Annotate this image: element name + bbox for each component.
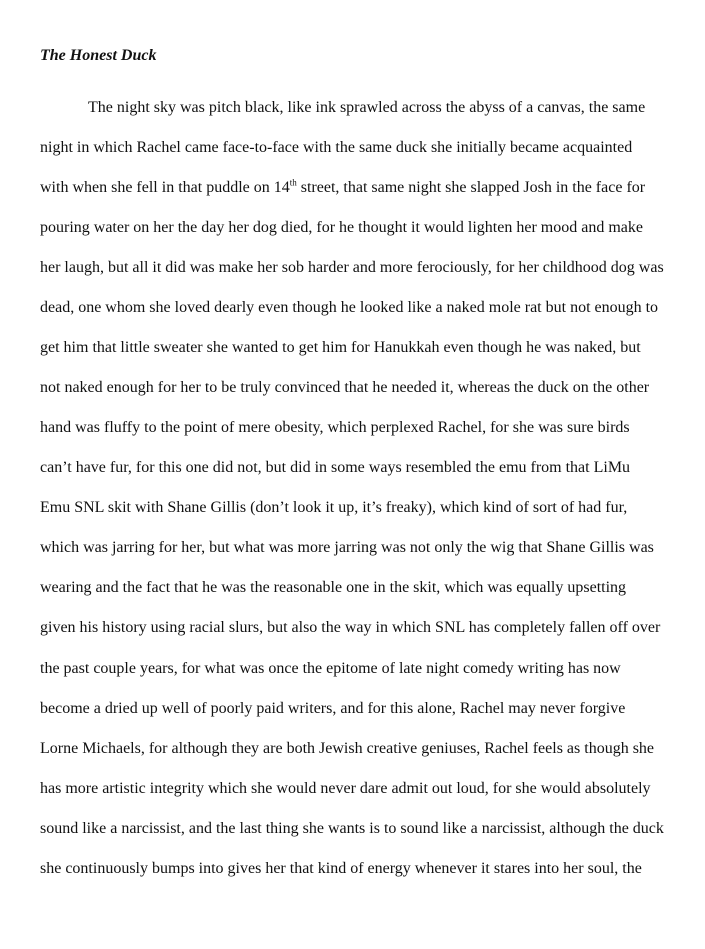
story-title: The Honest Duck xyxy=(40,47,157,64)
paragraph-line: The night sky was pitch black, like ink sprawled across the abyss of a canvas, the same xyxy=(88,99,646,116)
paragraph-line: her laugh, but all it did was make her sob harder and more ferociously, for her childhood dog was xyxy=(40,259,664,276)
paragraph-line xyxy=(40,178,645,198)
line-text: with when she fell in that puddle on 14 xyxy=(40,179,290,196)
paragraph-line: has more artistic integrity which she would never dare admit out loud, for she would absolutely xyxy=(40,780,651,797)
paragraph-line: pouring water on her the day her dog died, for he thought it would lighten her mood and make xyxy=(40,219,643,236)
paragraph-line: sound like a narcissist, and the last thing she wants is to sound like a narcissist, although the duck xyxy=(40,820,664,837)
paragraph-line: the past couple years, for what was once the epitome of late night comedy writing has now xyxy=(40,660,621,677)
paragraph-line: she continuously bumps into gives her that kind of energy whenever it stares into her soul, the xyxy=(40,860,642,877)
paragraph-line: Lorne Michaels, for although they are both Jewish creative geniuses, Rachel feels as though she xyxy=(40,740,655,757)
paragraph-line: wearing and the fact that he was the reasonable one in the skit, which was equally upsetting xyxy=(40,579,627,596)
paragraph-line: night in which Rachel came face-to-face with the same duck she initially became acquainted xyxy=(40,139,633,156)
paragraph-line: not naked enough for her to be truly convinced that he needed it, whereas the duck on the other xyxy=(40,379,650,396)
paragraph-line: dead, one whom she loved dearly even though he looked like a naked mole rat but not enough to xyxy=(40,299,659,316)
paragraph-line: given his history using racial slurs, but also the way in which SNL has completely fallen off over xyxy=(40,619,661,636)
paragraph-line: become a dried up well of poorly paid writers, and for this alone, Rachel may never forgive xyxy=(40,700,626,717)
paragraph-line: get him that little sweater she wanted to get him for Hanukkah even though he was naked, but xyxy=(40,339,641,356)
paragraph-line: Emu SNL skit with Shane Gillis (don’t look it up, it’s freaky), which kind of sort of had fur, xyxy=(40,499,628,516)
paragraph-line: which was jarring for her, but what was more jarring was not only the wig that Shane Gillis was xyxy=(40,539,654,556)
line-text: street, that same night she slapped Josh in the face for xyxy=(296,179,646,196)
paragraph-line: can’t have fur, for this one did not, but did in some ways resembled the emu from that LiMu xyxy=(40,459,631,476)
ordinal-superscript: th xyxy=(289,177,297,188)
paragraph-line: hand was fluffy to the point of mere obesity, which perplexed Rachel, for she was sure birds xyxy=(40,419,630,436)
